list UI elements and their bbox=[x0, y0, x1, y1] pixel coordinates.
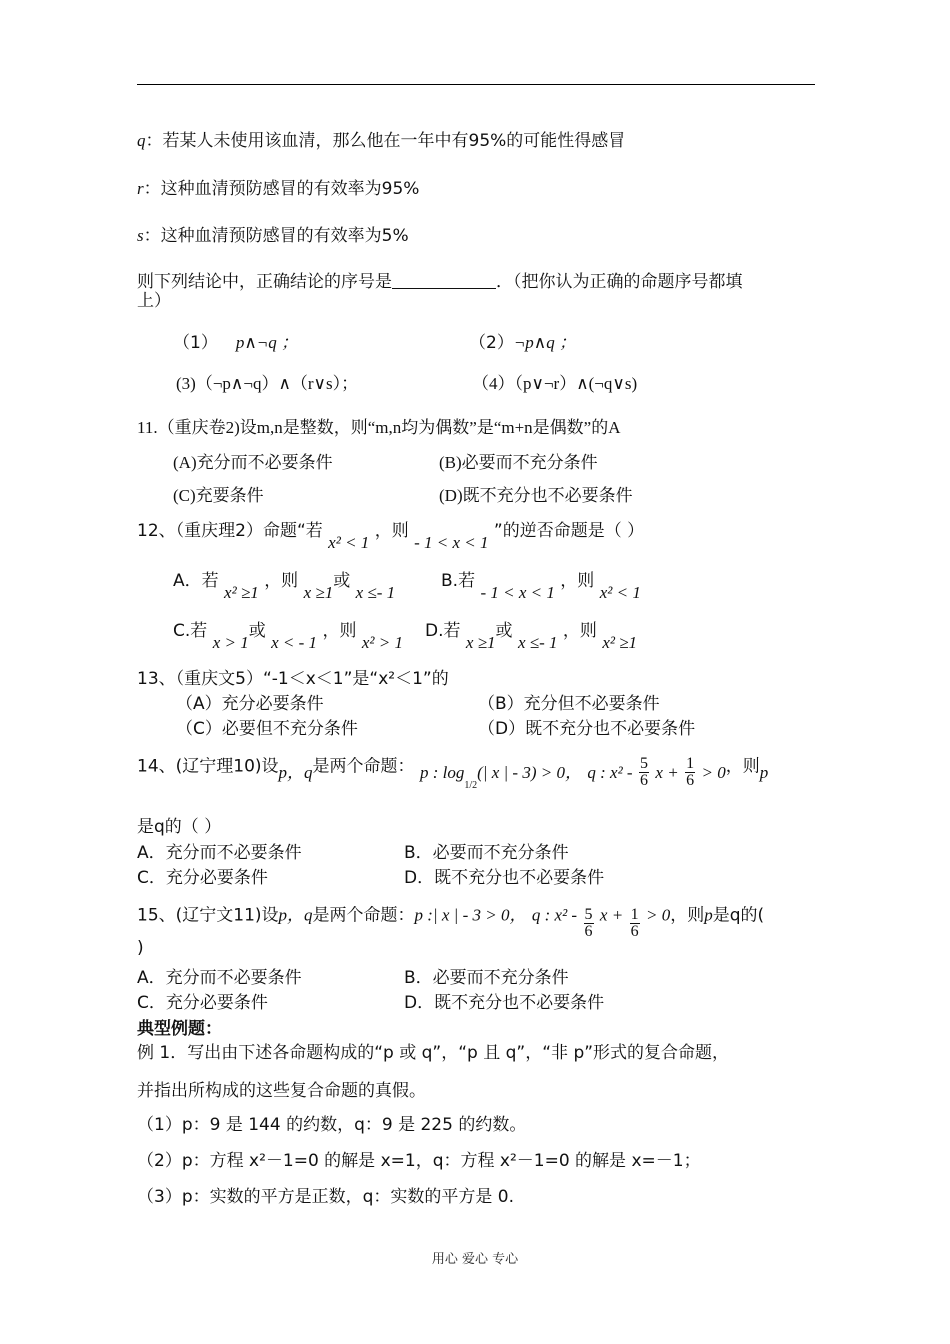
q14-line2: 是q的（ ） bbox=[137, 817, 222, 837]
example-1-line1: 例 1．写出由下述各命题构成的“p 或 q”，“p 且 q”，“非 p”形式的复合命题， bbox=[137, 1043, 730, 1063]
option-4: （4）（p∨¬r）∧(¬q∨s) bbox=[472, 374, 638, 393]
q15-option-c: C．充分必要条件 bbox=[137, 993, 268, 1013]
q11-option-c: (C)充要条件 bbox=[173, 486, 264, 505]
q14-option-d: D．既不充分也不必要条件 bbox=[404, 868, 605, 888]
q14-option-b: B．必要而不充分条件 bbox=[404, 843, 569, 863]
q13-option-c: （C）必要但不充分条件 bbox=[176, 719, 358, 739]
q12-option-c: C.若 x > 1或 x < - 1 ，则 x² > 1 bbox=[173, 621, 403, 652]
q14-option-c: C．充分必要条件 bbox=[137, 868, 268, 888]
q12-option-a: A．若 x² ≥1 ，则 x ≥1或 x ≤- 1 bbox=[173, 571, 396, 602]
conclusion-line: 则下列结论中，正确结论的序号是 ．（把你认为正确的命题序号都填 bbox=[137, 272, 743, 292]
q15-option-b: B．必要而不充分条件 bbox=[404, 968, 569, 988]
fraction-5-6: $\frac{5}{6}$ bbox=[640, 755, 648, 789]
q11-option-a: (A)充分而不必要条件 bbox=[173, 453, 333, 472]
q11-option-d: (D)既不充分也不必要条件 bbox=[439, 486, 633, 505]
option-3: (3)（¬p∧¬q）∧（r∨s）； bbox=[176, 374, 359, 393]
example-1-item-1: （1）p：9 是 144 的约数，q：9 是 225 的约数。 bbox=[137, 1115, 527, 1135]
q13-option-a: （A）充分必要条件 bbox=[176, 694, 324, 714]
q15-option-a: A．充分而不必要条件 bbox=[137, 968, 302, 988]
fraction-1-6: $\frac{1}{6}$ bbox=[686, 755, 695, 789]
header-rule bbox=[137, 84, 815, 85]
examples-heading: 典型例题： bbox=[137, 1019, 222, 1039]
example-1-item-2: （2）p：方程 x²－1=0 的解是 x=1，q：方程 x²－1=0 的解是 x=－1； bbox=[137, 1151, 701, 1171]
q13-stem: 13、（重庆文5）“-1＜x＜1”是“x²＜1”的 bbox=[137, 669, 449, 689]
option-2: （2）¬p∧q ； bbox=[469, 333, 576, 353]
proposition-s: s：这种血清预防感冒的有效率为5% bbox=[137, 226, 409, 246]
q15-stem: 15、(辽宁文11)设p，q是两个命题：p :| x | - 3 > 0， q : x² - $\frac{5}{6}$ x + $\frac{1}{6}$ > 0，则p是q的( bbox=[137, 905, 765, 940]
proposition-q: q：若某人未使用该血清，那么他在一年中有95%的可能性得感冒 bbox=[137, 131, 626, 151]
q14-stem: 14、(辽宁理10)设p，q是两个命题： p : $\log_{1/2}(|$ x | - 3) > 0， q : x² - $\frac{5}{6}$ x + $\frac{1}{6}$ > 0，则p bbox=[137, 755, 769, 791]
q12-stem: 12、（重庆理2）命题“若 x² < 1 ，则 - 1 < x < 1 ”的逆否命题是（ ） bbox=[137, 521, 645, 552]
q13-option-d: （D）既不充分也不必要条件 bbox=[478, 719, 696, 739]
answer-blank bbox=[392, 272, 496, 289]
proposition-r: r：这种血清预防感冒的有效率为95% bbox=[137, 179, 420, 199]
q12-option-b: B.若 - 1 < x < 1 ，则 x² < 1 bbox=[441, 571, 641, 602]
page-footer: 用心 爱心 专心 bbox=[431, 1252, 519, 1267]
q15-option-d: D．既不充分也不必要条件 bbox=[404, 993, 605, 1013]
q14-option-a: A．充分而不必要条件 bbox=[137, 843, 302, 863]
q13-option-b: （B）充分但不必要条件 bbox=[478, 694, 660, 714]
conclusion-wrap: 上） bbox=[137, 291, 171, 311]
fraction-1-6: $\frac{1}{6}$ bbox=[630, 906, 639, 940]
q12-option-d: D.若 x ≥1或 x ≤- 1 ，则 x² ≥1 bbox=[425, 621, 638, 652]
example-1-line2: 并指出所构成的这些复合命题的真假。 bbox=[137, 1081, 426, 1101]
q11-stem: 11.（重庆卷2)设m,n是整数，则“m,n均为偶数”是“m+n是偶数”的A bbox=[137, 418, 621, 437]
q15-line2: ) bbox=[137, 938, 144, 958]
example-1-item-3: （3）p：实数的平方是正数，q：实数的平方是 0. bbox=[137, 1187, 515, 1207]
fraction-5-6: $\frac{5}{6}$ bbox=[584, 906, 593, 940]
q11-option-b: (B)必要而不充分条件 bbox=[439, 453, 598, 472]
option-1: （1） p∧¬q ； bbox=[173, 333, 298, 353]
